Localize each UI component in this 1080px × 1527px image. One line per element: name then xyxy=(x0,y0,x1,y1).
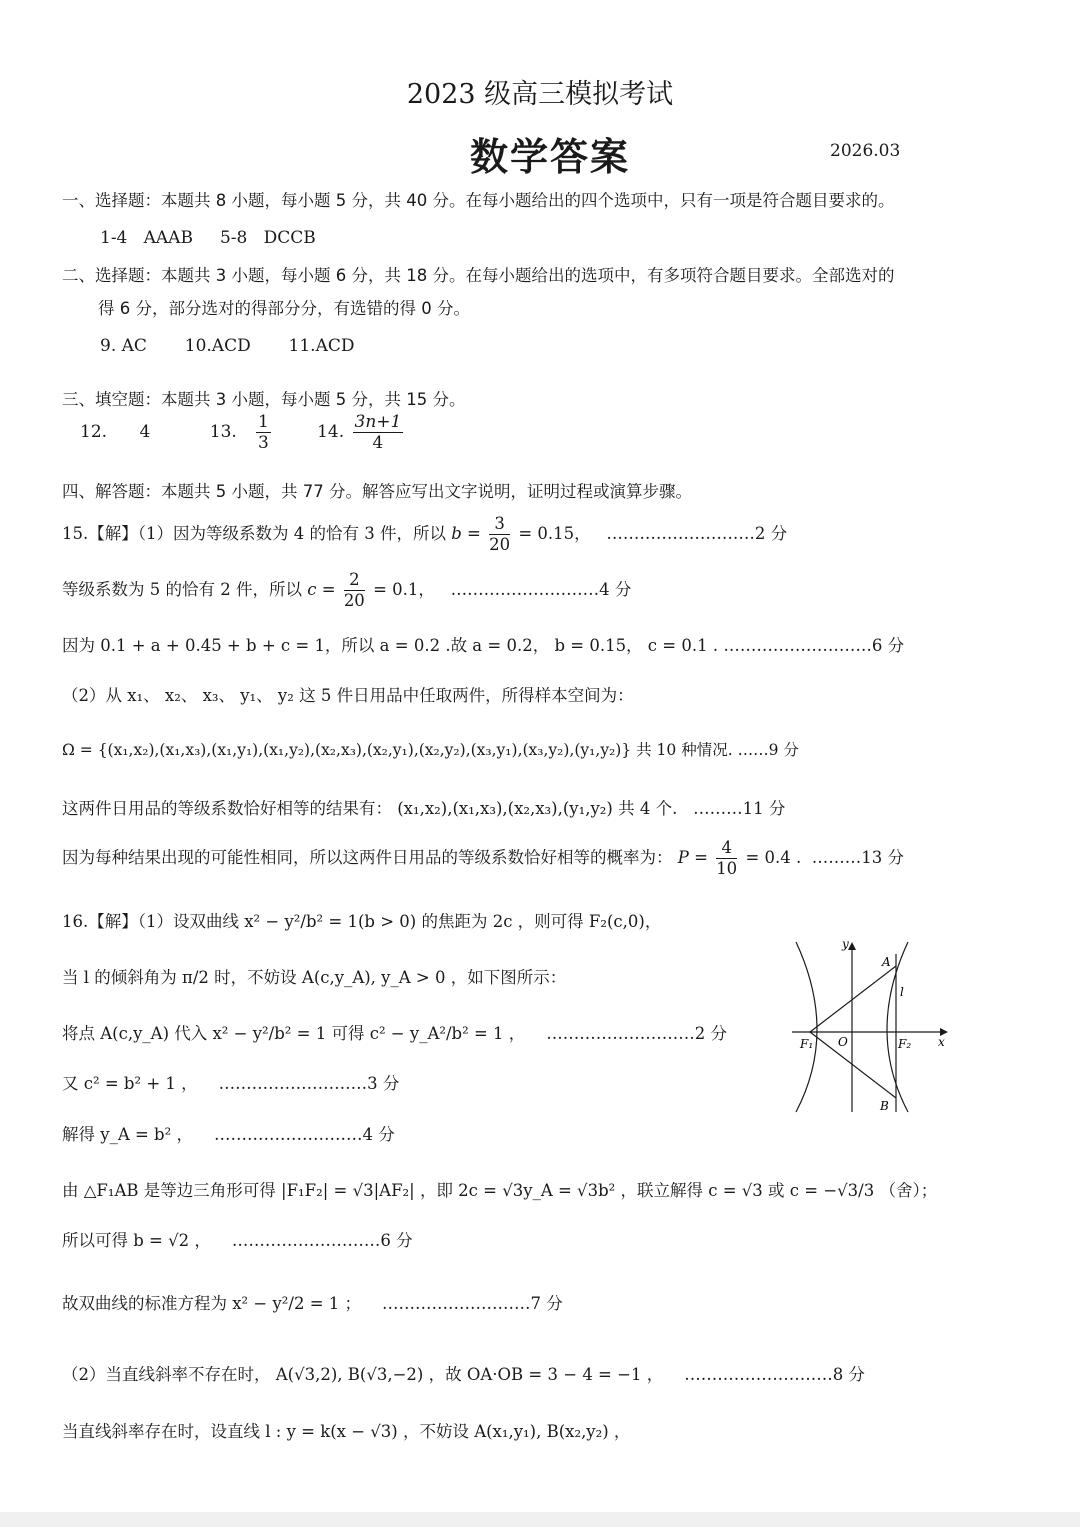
q16-line6: 由 △F₁AB 是等边三角形可得 |F₁F₂| = √3|AF₂| ，即 2c = √3y_A = √3b² ，联立解得 c = √3 或 c = −√3/3 （舍）； xyxy=(62,1181,938,1200)
q15-line2-num: 2 xyxy=(344,570,365,591)
q15-line7-var: P = xyxy=(677,848,708,867)
q16-line3 xyxy=(62,1020,727,1044)
exam-title: 2023 级高三模拟考试 xyxy=(406,79,674,110)
q15-score-6: ………………………6 分 xyxy=(723,636,905,655)
q15-line3-text: 因为 0.1 + a + 0.45 + b + c = 1，所以 a = 0.2 .故 a = 0.2， b = 0.15， c = 0.1 . xyxy=(62,636,719,655)
q15-sample-space: Ω = {(x₁,x₂),(x₁,x₃),(x₁,y₁),(x₁,y₂),(x₂,x₃),(x₂,y₁),(x₂,y₂),(x₃,y₁),(x₃,y₂),(y₁,y₂)} 共 10 种情况. xyxy=(62,741,733,759)
q12-answer: 4 xyxy=(139,422,151,442)
q15-line2-den: 20 xyxy=(343,591,365,610)
q16-score-2: ………………………2 分 xyxy=(546,1024,728,1043)
q15-line2-text: 等级系数为 5 的恰有 2 件，所以 xyxy=(62,580,302,599)
exam-date: 2026.03 xyxy=(830,141,901,161)
q16-line7 xyxy=(62,1227,413,1251)
part2-heading-line1: 二、选择题：本题共 3 小题，每小题 6 分，共 18 分。在每小题给出的选项中，有多项符合题目要求。全部选对的 xyxy=(62,266,895,285)
q13-denominator: 3 xyxy=(258,433,269,453)
page-bottom-edge xyxy=(0,1512,1080,1527)
segment-F1A xyxy=(810,966,896,1032)
part2-heading-line2: 得 6 分，部分选对的得部分分，有选错的得 0 分。 xyxy=(98,299,470,318)
q15-line1-fraction xyxy=(489,514,510,555)
q15-score-11: ………11 分 xyxy=(693,799,786,818)
q15-line4: （2）从 x₁、 x₂、 x₃、 y₁、 y₂ 这 5 件日用品中任取两件，所得样本空间为： xyxy=(62,686,634,705)
q16-line3-text: 将点 A(c,y_A) 代入 x² − y²/b² = 1 可得 c² − y_A²/b² = 1 ， xyxy=(62,1024,526,1043)
q15-line1-num: 3 xyxy=(489,514,510,535)
part3-answers xyxy=(80,412,406,453)
part1-range-a: 1-4 xyxy=(100,228,128,248)
hyperbola-left-branch xyxy=(796,942,817,1112)
q15-line7-den: 10 xyxy=(716,859,738,878)
q16-line7-text: 所以可得 b = √2 ， xyxy=(62,1231,211,1250)
q16-score-4: ………………………4 分 xyxy=(213,1125,395,1144)
part1-answer-a: AAAB xyxy=(143,228,193,248)
part2-answers xyxy=(100,336,354,356)
q15-line7-num: 4 xyxy=(716,838,737,859)
q15-equal-outcomes: 这两件日用品的等级系数恰好相等的结果有： (x₁,x₂),(x₁,x₃),(x₂,x₃),(y₁,y₂) 共 4 个. xyxy=(62,799,678,818)
q11-answer: 11.ACD xyxy=(288,336,355,356)
q9-answer: 9. AC xyxy=(100,336,147,356)
q15-score-2: ………………………2 分 xyxy=(606,524,788,543)
q15-line2: 等级系数为 5 的恰有 2 件，所以 c = $\frac{2}{20}$ = 0.1， ………………………4 分 xyxy=(62,570,632,610)
q15-score-9: ……9 分 xyxy=(737,741,799,759)
q15-score-4: ………………………4 分 xyxy=(450,580,632,599)
q16-line1: 16.【解】（1）设双曲线 x² − y²/b² = 1(b > 0) 的焦距为 2c ，则可得 F₂(c,0)， xyxy=(62,912,662,931)
q14-fraction xyxy=(353,412,404,453)
part1-answer-b: DCCB xyxy=(263,228,316,248)
q15-line1-result: = 0.15， xyxy=(518,524,591,543)
q15-line7 xyxy=(62,838,904,879)
q13-numerator: 1 xyxy=(258,412,269,432)
q12-label: 12. xyxy=(80,422,108,442)
q16-line5 xyxy=(62,1121,395,1145)
part4-heading: 四、解答题：本题共 5 小题，共 77 分。解答应写出文字说明，证明过程或演算步骤。 xyxy=(62,482,692,501)
q15-line1-text: 15.【解】（1）因为等级系数为 4 的恰有 3 件，所以 xyxy=(62,524,446,543)
q15-line2-result: = 0.1， xyxy=(373,580,435,599)
q15-line2-fraction xyxy=(344,570,365,611)
q16-line8 xyxy=(62,1290,563,1314)
q15-score-13: ………13 分 xyxy=(811,848,904,867)
q10-answer: 10.ACD xyxy=(184,336,251,356)
q16-line4 xyxy=(62,1070,399,1094)
q15-line7-fraction xyxy=(716,838,737,879)
q13-label: 13. xyxy=(209,422,237,442)
q16-score-8: ………………………8 分 xyxy=(684,1365,865,1384)
label-x: x xyxy=(938,1035,945,1049)
part1-range-b: 5-8 xyxy=(219,228,248,248)
label-O: O xyxy=(838,1035,848,1049)
q14-label: 14. xyxy=(317,422,345,442)
q15-line5 xyxy=(62,738,799,760)
subject-title: 数学答案 xyxy=(469,135,630,179)
label-F1: F₁ xyxy=(800,1037,814,1051)
q16-line9 xyxy=(62,1361,865,1385)
q13-fraction xyxy=(256,412,271,453)
q14-numerator: 3n+1 xyxy=(354,412,402,432)
part3-heading: 三、填空题：本题共 3 小题，每小题 5 分，共 15 分。 xyxy=(62,390,466,409)
q15-line7-text: 因为每种结果出现的可能性相同，所以这两件日用品的等级系数恰好相等的概率为： xyxy=(62,848,673,867)
q15-line1-var: b xyxy=(451,524,462,543)
q16-line10: 当直线斜率存在时，设直线 l : y = k(x − √3) ，不妨设 A(x₁,y₁), B(x₂,y₂) ， xyxy=(62,1422,631,1441)
label-y: y xyxy=(842,937,849,951)
q15-line6 xyxy=(62,795,785,819)
q16-line5-text: 解得 y_A = b² ， xyxy=(62,1125,193,1144)
label-l: l xyxy=(900,985,904,999)
q15-line1: 15.【解】（1）因为等级系数为 4 的恰有 3 件，所以 b = $\frac{3}{20}$ = 0.15， ………………………2 分 xyxy=(62,514,788,554)
q14-denominator: 4 xyxy=(372,433,384,453)
q16-line8-text: 故双曲线的标准方程为 x² − y²/2 = 1 ； xyxy=(62,1294,362,1313)
q15-line7-result: = 0.4 . xyxy=(745,848,802,867)
q16-score-7: ………………………7 分 xyxy=(382,1294,563,1313)
hyperbola-figure xyxy=(780,936,950,1116)
label-F2: F₂ xyxy=(898,1037,912,1051)
label-A: A xyxy=(882,955,891,969)
q16-score-3: ………………………3 分 xyxy=(218,1074,400,1093)
label-B: B xyxy=(880,1099,889,1113)
q16-line4-text: 又 c² = b² + 1 ， xyxy=(62,1074,198,1093)
part1-heading: 一、选择题：本题共 8 小题，每小题 5 分，共 40 分。在每小题给出的四个选项中，只有一项是符合题目要求的。 xyxy=(62,191,895,210)
q16-line2: 当 l 的倾斜角为 π/2 时，不妨设 A(c,y_A), y_A > 0 ，如下图所示： xyxy=(62,968,567,987)
q16-line9-text: （2）当直线斜率不存在时， A(√3,2), B(√3,−2) ，故 OA·OB = 3 − 4 = −1 ， xyxy=(62,1365,664,1384)
q15-line1-den: 20 xyxy=(489,535,511,554)
y-axis-arrow xyxy=(848,942,856,950)
q16-score-6: ………………………6 分 xyxy=(231,1231,413,1250)
q15-line3 xyxy=(62,632,904,656)
segment-F1B xyxy=(810,1032,896,1098)
q15-line2-var: c xyxy=(307,580,317,599)
part1-answers xyxy=(100,228,316,248)
